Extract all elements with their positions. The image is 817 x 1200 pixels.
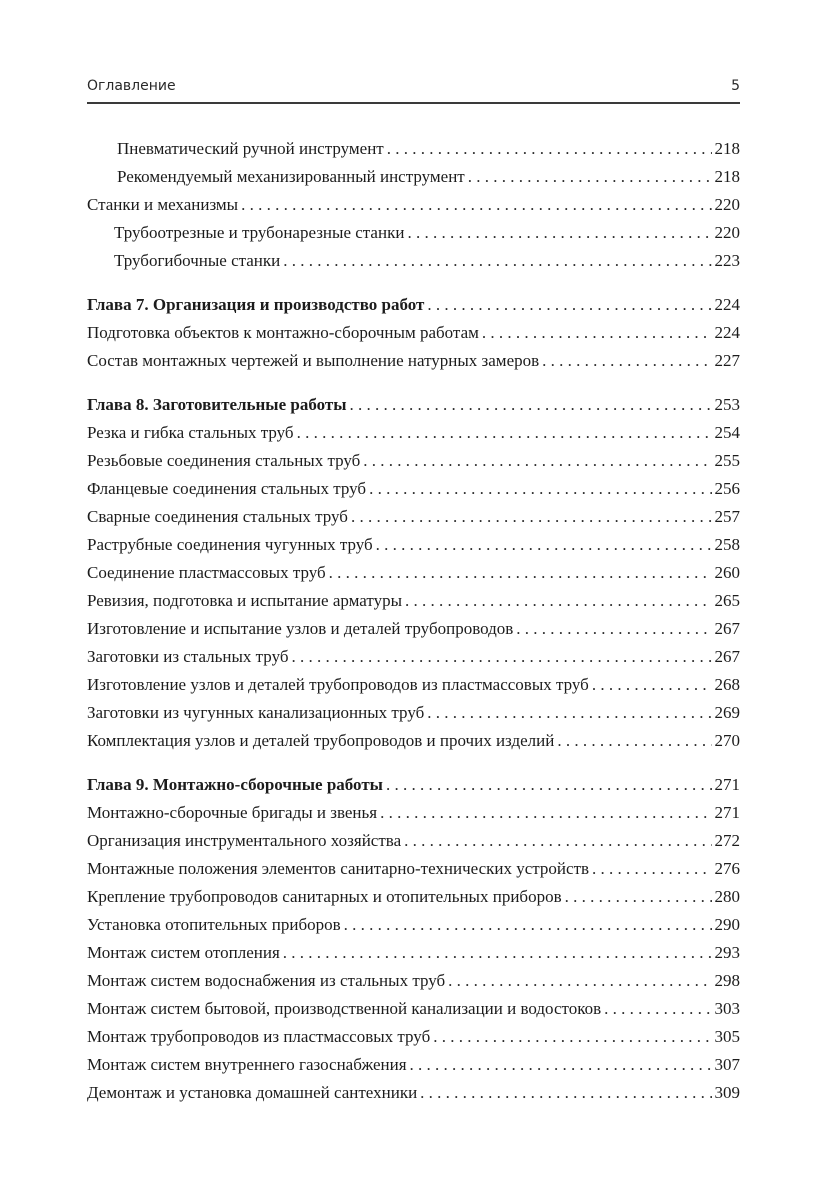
dot-leader (387, 135, 712, 163)
toc-entry-page-number: 271 (714, 803, 740, 822)
toc-entry-page-number: 224 (714, 323, 740, 342)
toc-entry-title: Монтаж систем водоснабжения из стальных труб (87, 971, 446, 990)
toc-entry[interactable] (87, 135, 740, 163)
dot-leader (283, 939, 712, 967)
toc-entry-title: Глава 8. Заготовительные работы (87, 395, 347, 414)
dot-leader (369, 475, 711, 503)
table-of-contents (87, 135, 740, 1107)
toc-entry-title: Глава 9. Монтажно-сборочные работы (87, 775, 383, 794)
toc-entry-page-number: 227 (714, 351, 740, 370)
dot-leader (565, 883, 712, 911)
toc-entry-title: Состав монтажных чертежей и выполнение натурных замеров (87, 351, 540, 370)
dot-leader (350, 391, 712, 419)
toc-entry-title: Глава 7. Организация и производство работ (87, 295, 425, 314)
dot-leader (420, 1079, 711, 1107)
toc-entry-title: Соединение пластмассовых труб (87, 563, 326, 582)
running-head-page-number: 5 (731, 78, 740, 94)
toc-entry-title: Комплектация узлов и деталей трубопроводов и прочих изделий (87, 731, 555, 750)
toc-entry[interactable] (87, 347, 740, 375)
dot-leader (604, 995, 711, 1023)
toc-entry-page-number: 305 (714, 1027, 740, 1046)
toc-entry[interactable] (87, 727, 740, 755)
toc-entry[interactable] (87, 475, 740, 503)
toc-entry[interactable] (87, 191, 740, 219)
toc-entry[interactable] (87, 643, 740, 671)
running-head (87, 78, 740, 100)
toc-entry-page-number: 307 (714, 1055, 740, 1074)
dot-leader (592, 855, 711, 883)
toc-entry-page-number: 220 (714, 223, 740, 242)
dot-leader (351, 503, 712, 531)
dot-leader (344, 911, 712, 939)
toc-entry-title: Установка отопительных приборов (87, 915, 341, 934)
toc-chapter-entry[interactable] (87, 391, 740, 419)
toc-entry-page-number: 280 (714, 887, 740, 906)
dot-leader (482, 319, 712, 347)
toc-entry-page-number: 218 (714, 167, 740, 186)
toc-entry-page-number: 293 (714, 943, 740, 962)
dot-leader (468, 163, 712, 191)
toc-entry-title: Монтаж трубопроводов из пластмассовых труб (87, 1027, 431, 1046)
toc-entry-title: Изготовление узлов и деталей трубопроводов из пластмассовых труб (87, 675, 589, 694)
toc-entry-page-number: 268 (714, 675, 740, 694)
toc-entry[interactable] (87, 939, 740, 967)
dot-leader (448, 967, 711, 995)
toc-entry[interactable] (87, 1051, 740, 1079)
toc-entry-title: Рекомендуемый механизированный инструмент (117, 167, 465, 186)
toc-entry[interactable] (87, 883, 740, 911)
toc-entry-page-number: 265 (714, 591, 740, 610)
toc-entry-title: Монтаж систем внутреннего газоснабжения (87, 1055, 407, 1074)
toc-entry-title: Трубогибочные станки (114, 251, 281, 270)
dot-leader (516, 615, 711, 643)
toc-entry-page-number: 253 (714, 395, 740, 414)
toc-entry[interactable] (87, 967, 740, 995)
dot-leader (542, 347, 711, 375)
toc-chapter-entry[interactable] (87, 771, 740, 799)
toc-entry-page-number: 254 (714, 423, 740, 442)
toc-entry[interactable] (87, 699, 740, 727)
dot-leader (405, 587, 712, 615)
toc-entry-title: Резьбовые соединения стальных труб (87, 451, 361, 470)
toc-entry-page-number: 276 (714, 859, 740, 878)
toc-entry-title: Станки и механизмы (87, 195, 239, 214)
toc-entry[interactable] (87, 1079, 740, 1107)
dot-leader (297, 419, 712, 447)
header-rule (87, 102, 740, 104)
toc-entry-page-number: 218 (714, 139, 740, 158)
toc-entry-title: Трубоотрезные и трубонарезные станки (114, 223, 405, 242)
toc-entry-page-number: 260 (714, 563, 740, 582)
toc-entry-page-number: 271 (714, 775, 740, 794)
toc-entry[interactable] (87, 799, 740, 827)
toc-entry[interactable] (87, 163, 740, 191)
dot-leader (386, 771, 712, 799)
dot-leader (283, 247, 711, 275)
toc-entry[interactable] (87, 319, 740, 347)
toc-entry-title: Демонтаж и установка домашней сантехники (87, 1083, 418, 1102)
toc-entry-page-number: 272 (714, 831, 740, 850)
dot-leader (427, 699, 711, 727)
toc-entry-page-number: 258 (714, 535, 740, 554)
toc-entry-title: Монтажные положения элементов санитарно-технических устройств (87, 859, 590, 878)
toc-entry[interactable] (87, 855, 740, 883)
toc-entry[interactable] (87, 559, 740, 587)
toc-entry[interactable] (87, 247, 740, 275)
toc-entry-title: Монтаж систем бытовой, производственной канализации и водостоков (87, 999, 602, 1018)
toc-entry-page-number: 270 (714, 731, 740, 750)
toc-entry-title: Монтаж систем отопления (87, 943, 280, 962)
dot-leader (380, 799, 711, 827)
toc-entry[interactable] (87, 671, 740, 699)
toc-entry[interactable] (87, 447, 740, 475)
toc-entry-page-number: 255 (714, 451, 740, 470)
toc-entry-title: Сварные соединения стальных труб (87, 507, 348, 526)
toc-entry-title: Ревизия, подготовка и испытание арматуры (87, 591, 402, 610)
toc-entry-page-number: 224 (714, 295, 740, 314)
dot-leader (410, 1051, 712, 1079)
toc-entry-page-number: 298 (714, 971, 740, 990)
toc-entry[interactable] (87, 587, 740, 615)
dot-leader (404, 827, 711, 855)
toc-entry[interactable] (87, 531, 740, 559)
toc-entry[interactable] (87, 419, 740, 447)
toc-entry-title: Крепление трубопроводов санитарных и отопительных приборов (87, 887, 562, 906)
toc-entry-title: Монтажно-сборочные бригады и звенья (87, 803, 378, 822)
dot-leader (407, 219, 711, 247)
toc-entry-page-number: 220 (714, 195, 740, 214)
toc-entry-page-number: 309 (714, 1083, 740, 1102)
toc-entry-title: Организация инструментального хозяйства (87, 831, 402, 850)
toc-entry-title: Резка и гибка стальных труб (87, 423, 294, 442)
dot-leader (557, 727, 711, 755)
dot-leader (376, 531, 712, 559)
dot-leader (292, 643, 712, 671)
toc-entry-title: Подготовка объектов к монтажно-сборочным работам (87, 323, 479, 342)
toc-entry-page-number: 267 (714, 619, 740, 638)
toc-entry-title: Пневматический ручной инструмент (117, 139, 384, 158)
toc-entry[interactable] (87, 995, 740, 1023)
dot-leader (592, 671, 712, 699)
toc-entry[interactable] (87, 615, 740, 643)
toc-entry-page-number: 267 (714, 647, 740, 666)
dot-leader (433, 1023, 711, 1051)
toc-entry-page-number: 223 (714, 251, 740, 270)
toc-entry-page-number: 269 (714, 703, 740, 722)
dot-leader (363, 447, 711, 475)
dot-leader (241, 191, 711, 219)
toc-entry-title: Фланцевые соединения стальных труб (87, 479, 367, 498)
toc-entry[interactable] (87, 503, 740, 531)
toc-entry-title: Изготовление и испытание узлов и деталей трубопроводов (87, 619, 514, 638)
toc-entry[interactable] (87, 827, 740, 855)
toc-entry-page-number: 257 (714, 507, 740, 526)
toc-entry-page-number: 303 (714, 999, 740, 1018)
dot-leader (427, 291, 711, 319)
toc-entry-title: Раструбные соединения чугунных труб (87, 535, 373, 554)
toc-entry-page-number: 256 (714, 479, 740, 498)
dot-leader (329, 559, 712, 587)
toc-entry[interactable] (87, 1023, 740, 1051)
toc-chapter-entry[interactable] (87, 291, 740, 319)
toc-entry[interactable] (87, 219, 740, 247)
running-head-title: Оглавление (87, 78, 176, 94)
toc-entry[interactable] (87, 911, 740, 939)
toc-entry-page-number: 290 (714, 915, 740, 934)
toc-entry-title: Заготовки из стальных труб (87, 647, 289, 666)
toc-entry-title: Заготовки из чугунных канализационных труб (87, 703, 425, 722)
